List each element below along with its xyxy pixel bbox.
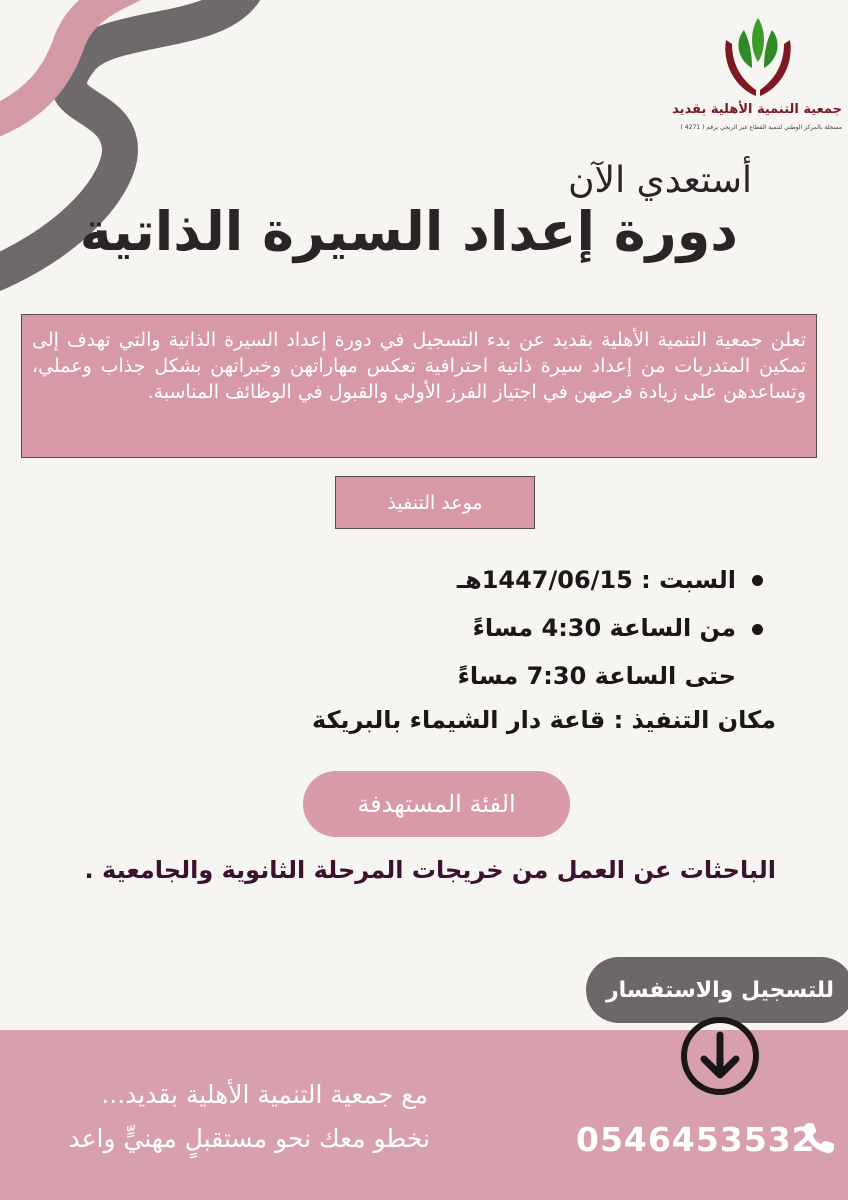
- bullet-dot-icon: [752, 624, 763, 635]
- audience-label-pill: الفئة المستهدفة: [303, 771, 570, 837]
- logo-hands-plant-icon: [722, 10, 794, 100]
- schedule-time-to: حتى الساعة 7:30 مساءً: [457, 662, 736, 690]
- schedule-time-from: من الساعة 4:30 مساءً: [472, 614, 736, 642]
- kicker-text: أستعدي الآن: [568, 160, 752, 201]
- schedule-date: السبت : 1447/06/15هـ: [456, 566, 736, 594]
- organization-registration: مسجلة بالمركز الوطني لتنمية القطاع غير الربحي برقم ( 4271 ): [680, 124, 842, 131]
- intro-box: تعلن جمعية التنمية الأهلية بقديد عن بدء التسجيل في دورة إعداد السيرة الذاتية والتي تهدف إلى تمكين المتدربات من إعداد سيرة ذاتية احترافية تعكس مهاراتهن وخبراتهن بشكل جذاب وعملي، وتساعدهن على زيادة فرصهن في اجتياز الفرز الأولي والقبول في الوظائف المناسبة.: [21, 314, 817, 458]
- bullet-dot-icon: [752, 575, 763, 586]
- audience-text: الباحثات عن العمل من خريجات المرحلة الثانوية والجامعية .: [84, 856, 776, 884]
- organization-name: جمعية التنمية الأهلية بقديد: [672, 102, 842, 117]
- page-title: دورة إعداد السيرة الذاتية: [79, 200, 738, 263]
- schedule-label-box: موعد التنفيذ: [335, 476, 535, 529]
- register-button[interactable]: للتسجيل والاستفسار: [586, 957, 848, 1023]
- footer-tagline-1: مع جمعية التنمية الأهلية بقديد...: [101, 1080, 428, 1109]
- arrow-down-circle-icon[interactable]: [679, 1015, 761, 1097]
- footer-tagline-2: نخطو معك نحو مستقبلٍ مهنيٍّ واعد: [68, 1124, 430, 1153]
- phone-number[interactable]: 0546453532: [576, 1120, 816, 1159]
- organization-logo: [672, 6, 848, 136]
- schedule-location: مكان التنفيذ : قاعة دار الشيماء بالبريكة: [312, 706, 776, 734]
